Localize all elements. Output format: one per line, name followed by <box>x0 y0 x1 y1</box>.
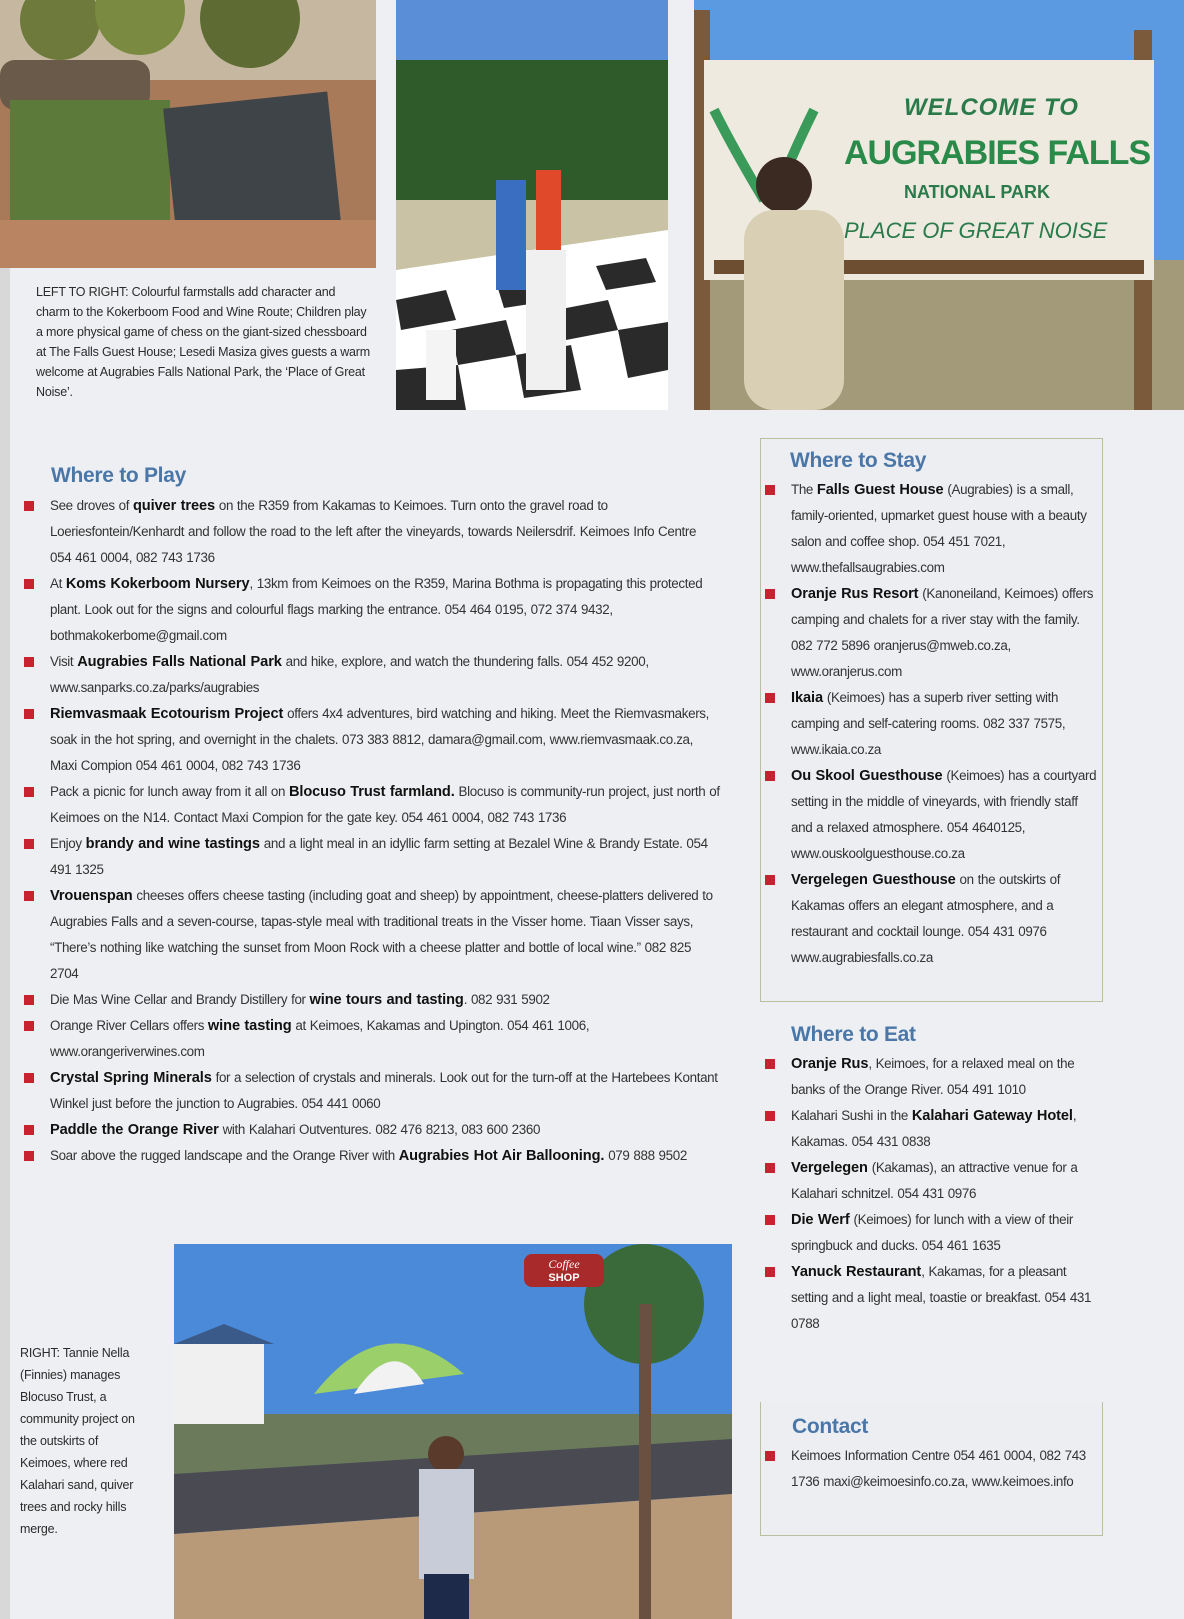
sign-augrabies-falls: AUGRABIES FALLS <box>844 134 1151 172</box>
contact-list <box>791 1443 1101 1495</box>
augrabies-sign-photo <box>694 0 1184 410</box>
bullet-icon <box>765 1451 775 1461</box>
top-photo-caption: LEFT TO RIGHT: Colourful farmstalls add character and charm to the Kokerboom Food and Wine Route; Children play a more physical game of chess on the giant-sized chessboard at The Falls Guest House; Lesedi Masiza gives guests a warm welcome at Augrabies Falls National Park, the ‘Place of Great Noise’. <box>36 285 370 399</box>
bullet-icon <box>765 875 775 885</box>
bullet-icon <box>765 693 775 703</box>
list-item: Ou Skool Guesthouse (Keimoes) has a courtyard setting in the middle of vineyards, with friendly staff and a relaxed atmosphere. 054 4640125, www.ouskoolguesthouse.co.za <box>791 763 1101 867</box>
list-item: Paddle the Orange River with Kalahari Outventures. 082 476 8213, 083 600 2360 <box>50 1117 720 1143</box>
list-item: Yanuck Restaurant, Kakamas, for a pleasant setting and a light meal, toastie or breakfast. 054 431 0788 <box>791 1259 1101 1337</box>
list-item: Kalahari Sushi in the Kalahari Gateway Hotel, Kakamas. 054 431 0838 <box>791 1103 1101 1155</box>
coffee-shop-sign <box>524 1254 604 1287</box>
bottom-photo-caption: RIGHT: Tannie Nella (Finnies) manages Blocuso Trust, a community project on the outskirts of Keimoes, where red Kalahari sand, quiver trees and rocky hills merge. <box>20 1346 135 1536</box>
bullet-icon <box>24 1073 34 1083</box>
bullet-icon <box>765 485 775 495</box>
bullet-icon <box>765 589 775 599</box>
list-item: Orange River Cellars offers wine tasting at Keimoes, Kakamas and Upington. 054 461 1006, www.orangeriverwines.com <box>50 1013 720 1065</box>
list-item: The Falls Guest House (Augrabies) is a small, family-oriented, upmarket guest house with a beauty salon and coffee shop. 054 451 7021, www.thefallsaugrabies.com <box>791 477 1101 581</box>
bullet-icon <box>24 709 34 719</box>
list-item: At Koms Kokerboom Nursery, 13km from Keimoes on the R359, Marina Bothma is propagating this protected plant. Look out for the signs and colourful flags marking the entrance. 054 464 0195, 072 374 9432, bothmakokerbome@gmail.com <box>50 571 720 649</box>
list-item: Vergelegen Guesthouse on the outskirts of Kakamas offers an elegant atmosphere, and a restaurant and cocktail lounge. 054 431 0976 www.augrabiesfalls.co.za <box>791 867 1101 971</box>
bullet-icon <box>24 995 34 1005</box>
list-item: Die Werf (Keimoes) for lunch with a view of their springbuck and ducks. 054 461 1635 <box>791 1207 1101 1259</box>
where-to-stay-heading: Where to Stay <box>790 449 927 472</box>
where-to-play-list <box>50 493 720 1169</box>
bullet-icon <box>24 787 34 797</box>
bullet-icon <box>24 1021 34 1031</box>
list-item: Ikaia (Keimoes) has a superb river setting with camping and self-catering rooms. 082 337 7575, www.ikaia.co.za <box>791 685 1101 763</box>
where-to-eat-heading: Where to Eat <box>791 1023 916 1046</box>
sign-place-of-great-noise: PLACE OF GREAT NOISE <box>844 218 1108 243</box>
coffee-sign-line1: Coffee <box>548 1257 580 1271</box>
bullet-icon <box>24 501 34 511</box>
bullet-icon <box>24 657 34 667</box>
where-to-eat-list <box>791 1051 1101 1337</box>
sign-national-park: NATIONAL PARK <box>904 182 1050 202</box>
chess-photo <box>396 0 668 410</box>
list-item: Die Mas Wine Cellar and Brandy Distillery for wine tours and tasting. 082 931 5902 <box>50 987 720 1013</box>
list-item: Crystal Spring Minerals for a selection of crystals and minerals. Look out for the turn-off at the Hartebees Kontant Winkel just before the junction to Augrabies. 054 441 0060 <box>50 1065 720 1117</box>
bullet-icon <box>765 1215 775 1225</box>
bullet-icon <box>765 1059 775 1069</box>
farmstall-photo <box>0 0 376 268</box>
list-item: Keimoes Information Centre 054 461 0004, 082 743 1736 maxi@keimoesinfo.co.za, www.keimoes.info <box>791 1443 1101 1495</box>
bullet-icon <box>24 1151 34 1161</box>
coffee-sign-line2: SHOP <box>548 1272 580 1284</box>
bullet-icon <box>765 1267 775 1277</box>
list-item: Riemvasmaak Ecotourism Project offers 4x4 adventures, bird watching and hiking. Meet the Riemvasmakers, soak in the hot spring, and overnight in the chalets. 073 383 8812, damara@gmail.com, www.riemvasmaak.co.za, Maxi Compion 054 461 0004, 082 743 1736 <box>50 701 720 779</box>
bullet-icon <box>24 1125 34 1135</box>
list-item: Oranje Rus, Keimoes, for a relaxed meal on the banks of the Orange River. 054 491 1010 <box>791 1051 1101 1103</box>
where-to-play-heading: Where to Play <box>51 464 186 487</box>
bullet-icon <box>765 1163 775 1173</box>
list-item: Oranje Rus Resort (Kanoneiland, Keimoes) offers camping and chalets for a river stay with the family. 082 772 5896 oranjerus@mweb.co.za, www.oranjerus.com <box>791 581 1101 685</box>
bullet-icon <box>765 771 775 781</box>
bullet-icon <box>24 891 34 901</box>
list-item: Enjoy brandy and wine tastings and a light meal in an idyllic farm setting at Bezalel Wine & Brandy Estate. 054 491 1325 <box>50 831 720 883</box>
list-item: Soar above the rugged landscape and the Orange River with Augrabies Hot Air Ballooning. 079 888 9502 <box>50 1143 720 1169</box>
list-item: Vrouenspan cheeses offers cheese tasting (including goat and sheep) by appointment, cheese-platters delivered to Augrabies Falls and a seven-course, tapas-style meal with traditional treats in the Visser home. Tiaan Visser says, “There’s nothing like watching the sunset from Moon Rock with a cheese platter and bottle of local wine.” 082 825 2704 <box>50 883 720 987</box>
list-item: Pack a picnic for lunch away from it all on Blocuso Trust farmland. Blocuso is community-run project, just north of Keimoes on the N14. Contact Maxi Compion for the gate key. 054 461 0004, 082 743 1736 <box>50 779 720 831</box>
bullet-icon <box>24 839 34 849</box>
contact-heading: Contact <box>792 1415 869 1438</box>
sign-welcome-to: WELCOME TO <box>904 94 1079 121</box>
list-item: See droves of quiver trees on the R359 from Kakamas to Keimoes. Turn onto the gravel road to Loeriesfontein/Kenhardt and follow the road to the left after the vineyards, towards Neilersdrif. Keimoes Info Centre 054 461 0004, 082 743 1736 <box>50 493 720 571</box>
blocuso-street-photo <box>174 1244 732 1619</box>
list-item: Visit Augrabies Falls National Park and hike, explore, and watch the thundering falls. 054 452 9200, www.sanparks.co.za/parks/augrabies <box>50 649 720 701</box>
where-to-stay-list <box>791 477 1101 971</box>
bullet-icon <box>24 579 34 589</box>
list-item: Vergelegen (Kakamas), an attractive venue for a Kalahari schnitzel. 054 431 0976 <box>791 1155 1101 1207</box>
bullet-icon <box>765 1111 775 1121</box>
